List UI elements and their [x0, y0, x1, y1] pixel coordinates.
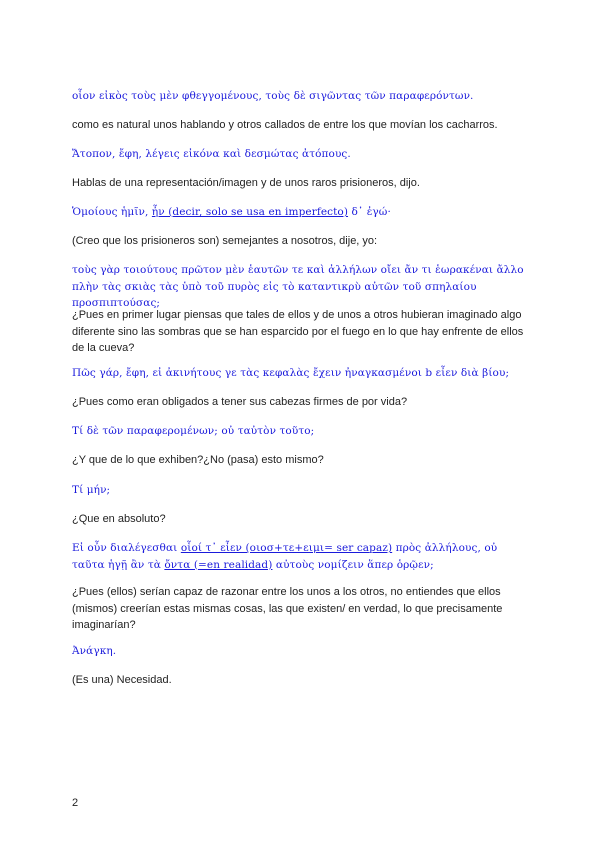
- spanish-line-4: ¿Pues en primer lugar piensas que tales de ellos y de unos a otros hubieran imaginado algo diferente sino las sombras que se han esparcido por el fuego en lo que hay enfrente de ellos de la cueva?: [72, 309, 524, 354]
- spanish-line-1: como es natural unos hablando y otros callados de entre los que movían los cacharros.: [72, 119, 498, 131]
- spanish-line-6: ¿Y que de lo que exhiben?¿No (pasa) esto mismo?: [72, 454, 324, 466]
- spanish-line-9: (Es una) Necesidad.: [72, 674, 172, 686]
- greek-line-3-part-1: Ὁμοίους ἡμῖν,: [72, 206, 152, 218]
- greek-line-9: Ἀνάγκη.: [72, 645, 117, 657]
- greek-line-8-part-3: πρὸς ἀλλήλους, οὐ ταῦτα ἡγῇ ἂν τὰ: [72, 542, 498, 571]
- greek-line-8-part-1: Εἰ οὖν διαλέγεσθαι: [72, 542, 181, 554]
- greek-line-2: Ἄτοπον, ἔφη, λέγεις εἰκόνα καὶ δεσμώτας ἀτόπους.: [72, 148, 351, 160]
- page-number: 2: [72, 797, 79, 809]
- greek-line-5: Πῶς γάρ, ἔφη, εἰ ἀκινήτους γε τὰς κεφαλὰς ἔχειν ἠναγκασμένοι b εἶεν διὰ βίου;: [72, 367, 510, 379]
- spanish-line-8: ¿Pues (ellos) serían capaz de razonar entre los unos a los otros, no entiendes que ellos (mismos) creerían estas mismas cosas, las que existen/ en verdad, lo que precisamente imaginarían?: [72, 586, 503, 631]
- greek-line-8-part-5: αὐτοὺς νομίζειν ἅπερ ὁρῷεν;: [272, 558, 434, 571]
- spanish-line-7: ¿Que en absoluto?: [72, 513, 166, 525]
- greek-line-7: Τί μήν;: [72, 484, 111, 496]
- greek-line-1: οἷον εἰκὸς τοὺς μὲν φθεγγομένους, τοὺς δὲ σιγῶντας τῶν παραφερόντων.: [72, 90, 474, 102]
- greek-line-4: τοὺς γὰρ τοιούτους πρῶτον μὲν ἑαυτῶν τε καὶ ἀλλήλων οἴει ἄν τι ἑωρακέναι ἄλλο πλὴν τὰς σκιὰς τὰς ὑπὸ τοῦ πυρὸς εἰς τὸ καταντικρὺ αὐτῶν τοῦ σπηλαίου προσπιπτούσας;: [72, 264, 524, 309]
- greek-line-8: [72, 540, 532, 573]
- spanish-line-3: (Creo que los prisioneros son) semejantes a nosotros, dije, yo:: [72, 235, 378, 247]
- greek-line-3-annotation: ἦν (decir, solo se usa en imperfecto): [151, 206, 349, 218]
- greek-line-3-part-3: δ᾽ ἐγώ·: [348, 206, 391, 218]
- greek-line-8-annotation-1: οἷοί τ᾽ εἶεν (οιοσ+τε+ειμι= ser capaz): [180, 542, 393, 554]
- greek-line-6: Τί δὲ τῶν παραφερομένων; οὐ ταὐτὸν τοῦτο;: [72, 425, 315, 437]
- greek-line-3: [72, 204, 532, 221]
- greek-line-8-annotation-2: ὄντα (=en realidad): [164, 558, 273, 571]
- spanish-line-2: Hablas de una representación/imagen y de unos raros prisioneros, dijo.: [72, 177, 420, 189]
- spanish-line-5: ¿Pues como eran obligados a tener sus cabezas firmes de por vida?: [72, 396, 408, 408]
